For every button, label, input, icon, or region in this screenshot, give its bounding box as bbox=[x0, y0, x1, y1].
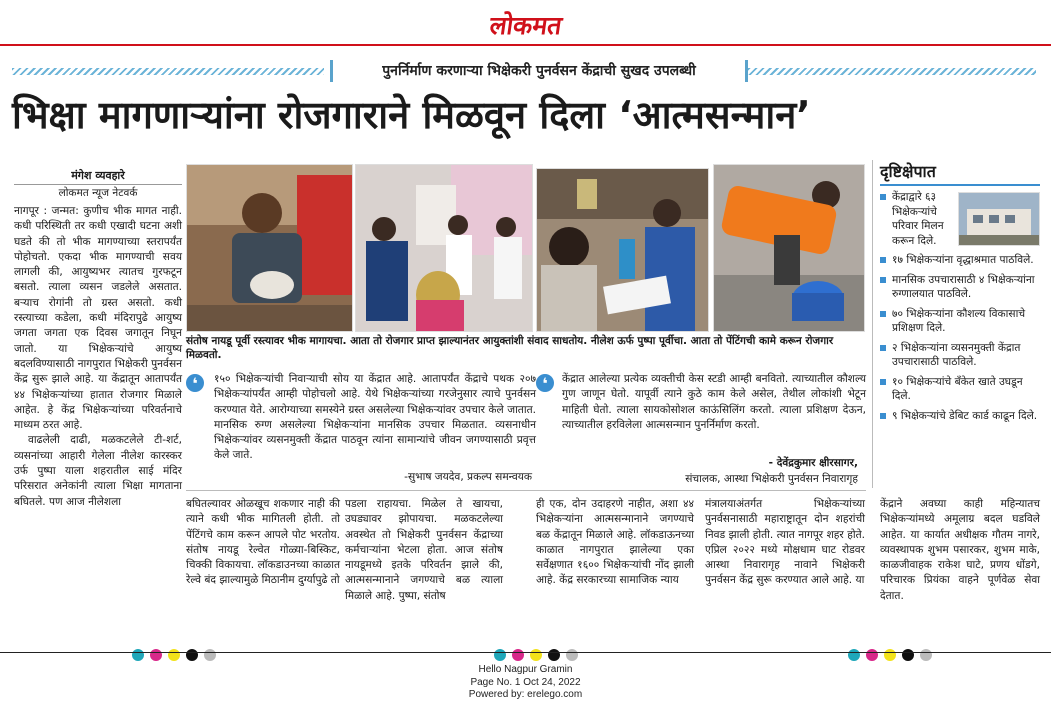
sidebar-item: १७ भिक्षेकऱ्यांना वृद्धाश्रमात पाठविले. bbox=[880, 253, 1040, 268]
article-intro: नागपूर : जन्मत: कुणीच भीक मागत नाही. कधी परिस्थिती तर कधी एखादी घटना अशी घडते की तो भीक मागण्याच्या स्तरापर्यंत पोहोचतो. एकदा भीक मागण्याची सवय लागली की, आयुष्यभर त्यातच गुरफटून बसतो. त्याला व्यसन जडलेले असतात. बऱ्याच रोगांनी तो ग्रस्त असतो. कधी रस्त्याच्या कडेला, कधी मंदिरापुढे आयुष्य जगता जगता एक दिवस जगातून निघून जातो. या भिक्षेकऱ्यांचे आयुष्य बदलविण्यासाठी नागपुरात भिक्षेकरी पुनर्वसन केंद्र सुरू झाले आहे. या केंद्रातून आतापर्यंत ४४ भिक्षेकऱ्यांच्या हातात रोजगार मिळाले आहेत. हे केंद्र भिक्षेकऱ्यांच्या परिवर्तनाचे माध्यम ठरत आहे. bbox=[14, 205, 182, 432]
footer bbox=[0, 664, 1051, 702]
page-bottom-rule bbox=[0, 652, 1051, 653]
sidebar-item: १० भिक्षेकऱ्यांचे बँकेत खाते उघडून दिले. bbox=[880, 375, 1040, 404]
sidebar-item: केंद्राद्वारे ६३ भिक्षेकऱ्यांचे परिवार मिलन करून दिले. bbox=[880, 190, 958, 248]
article-column-6: केंद्राने अवघ्या काही महिन्यातच भिक्षेकऱ्यांमध्ये अमूलाग्र बदल घडविले आहेत. या कार्यात अधीक्षक गौतम नागरे, व्यवस्थापक शुभम पसारकर, शुभम माके, काळजीवाहक राकेश घाटे, प्रणय धोंडगे, परिचारक प्रियंका वाहने पूर्णवेळ सेवा देतात. bbox=[880, 498, 1040, 602]
quote-2-signature: - देवेंद्रकुमार क्षीरसागर, bbox=[768, 457, 858, 469]
article-column-2: बघितल्यावर ओळखूच शकणार नाही की त्याने कधी भीक मागितली होती. तो पेंटिंगचे काम करून आपले पोट भरतोय. संतोष नायडू रेल्वेत गोळ्या-बिस्किट, चिक्की विकायचा. लॉकडाउनच्या काळात रेल्वे बंद झाल्यामुळे मिठानीम दुर्ग्यापुढे तो bbox=[186, 498, 340, 587]
article-column-5: मंत्रालयाअंतर्गत भिक्षेकऱ्यांच्या पुनर्वसनासाठी महाराष्ट्रातून दोन शहरांची निवड झाली होती. त्यात नागपूर शहर होते. एप्रिल २०२२ मध्ये मोक्षधाम घाट रोडवर आस्था निवारागृह नावाने भिक्षेकरी पुनर्वसन केंद्र सुरू करण्यात आले आहे. या bbox=[705, 498, 865, 587]
article-column-1 bbox=[14, 204, 182, 510]
photo-commissioner-meeting bbox=[355, 164, 533, 332]
sidebar-item: ७० भिक्षेकऱ्यांना कौशल्य विकासाचे प्रशिक्षण दिले. bbox=[880, 307, 1040, 336]
quote-2-text: केंद्रात आलेल्या प्रत्येक व्यक्तीची केस स्टडी आम्ही बनवितो. त्याच्यातील कौशल्य गुण जाणून घेतो. यापूर्वी त्याने कुठे काम केले असेल, तेथील लोकांशी भेटून माहिती घेतो. त्याला सायकोसोशल काऊंसिलिंग करतो. त्याला प्रशिक्षण देऊन, त्याच्यातील हरविलेला आत्मसन्मान पुनर्निर्माण करतो. bbox=[562, 373, 866, 431]
lokmat-logo: लोकमत bbox=[487, 11, 564, 40]
photo-nilesh-painting bbox=[713, 164, 865, 332]
byline-agency: लोकमत न्यूज नेटवर्क bbox=[14, 184, 182, 200]
footer-page-date: Page No. 1 Oct 24, 2022 bbox=[470, 676, 581, 688]
quote-1-text: १५० भिक्षेकऱ्यांची निवाऱ्याची सोय या केंद्रात आहे. आतापर्यंत केंद्राचे पथक २०७ भिक्षेकऱ्यांपर्यंत आम्ही पोहोचलो आहे. येथे भिक्षेकऱ्यांच्या गरजेनुसार त्याचे पुनर्वसन करण्यात येते. आरोग्याच्या समस्येने ग्रस्त असलेल्या भिक्षेकऱ्यांवर उपचार केले जातात. मानसिक रुग्ण असलेल्या भिक्षेकऱ्यांना मानसिक उपचार मिळतात. व्यसनाधीन भिक्षेकऱ्यांवर व्यसनमुक्ती केंद्रात पाठवून त्यांना सामान्यांचे जीवन जगण्यासाठी प्रवृत्त केले जाते. bbox=[214, 373, 536, 462]
headline: भिक्षा मागणाऱ्यांना रोजगाराने मिळवून दिला ‘आत्मसन्मान’ bbox=[12, 93, 811, 137]
kicker-row bbox=[12, 60, 1036, 82]
footer-powered-by: Powered by: erelego.com bbox=[468, 689, 583, 700]
article-para-2: वाढलेली दाढी, मळकटलेले टी-शर्ट, व्यसनांच्या आहारी गेलेला नीलेश कारस्कर उर्फ पुष्पा याला शहरातील साई मंदिर परिसरात अनेकांनी त्याला भिक्षा मागताना बघितले. पण आज नीलेशला bbox=[14, 434, 182, 508]
byline-author: मंगेश व्यवहारे bbox=[71, 169, 125, 182]
photo-santosh-begging bbox=[186, 164, 353, 332]
photo-shelter-building bbox=[958, 192, 1040, 246]
kicker-hatch-left bbox=[12, 68, 324, 75]
quote-icon: ❛ bbox=[186, 374, 204, 392]
kicker: पुनर्निर्माण करणाऱ्या भिक्षेकरी पुनर्वसन केंद्राची सुखद उपलब्धी bbox=[330, 60, 748, 82]
quote-1-signature: -सुभाष जयदेव, प्रकल्प समन्वयक bbox=[404, 471, 532, 483]
photo-caption: संतोष नायडू पूर्वी रस्त्यावर भीक मागायचा. आता तो रोजगार प्राप्त झाल्यानंतर आयुक्तांशी संवाद साधतोय. नीलेश ऊर्फ पुष्पा पूर्वीचा. आता तो पेंटिंगची कामे करून रोजगार मिळवतो. bbox=[186, 335, 834, 361]
sidebar-item: २ भिक्षेकऱ्यांना व्यसनमुक्ती केंद्रात उपचारासाठी पाठविले. bbox=[880, 341, 1040, 370]
sidebar-item: मानसिक उपचारासाठी ४ भिक्षेकऱ्यांना रुग्णालयात पाठविले. bbox=[880, 273, 1040, 302]
article-column-3: पडला राहायचा. मिळेल ते खायचा, उघड्यावर झोपायचा. मळकटलेल्या अवस्थेत तो भिक्षेकरी पुनर्वसन केंद्राच्या कर्मचाऱ्यांना भेटला होता. आज संतोष नायडूमध्ये इतके परिवर्तन झाले की, आत्मसन्मानाने जगण्याचे बळ त्याला मिळाले आहे. पुष्पा, संतोष bbox=[345, 498, 503, 602]
kicker-hatch-right bbox=[748, 68, 1036, 75]
quote-box-1 bbox=[186, 368, 536, 486]
photo-nilesh-before bbox=[536, 168, 709, 332]
sidebar-divider bbox=[872, 160, 873, 488]
divider bbox=[186, 490, 866, 491]
quote-2-signature-title: संचालक, आस्था भिक्षेकरी पुनर्वसन निवारागृह bbox=[685, 473, 858, 485]
masthead bbox=[0, 8, 1051, 42]
quote-box-2 bbox=[536, 368, 866, 486]
footer-edition: Hello Nagpur Gramin bbox=[478, 664, 573, 675]
masthead-rule bbox=[0, 44, 1051, 46]
sidebar-title: दृष्टिक्षेपात bbox=[880, 160, 1040, 186]
article-column-4: ही एक, दोन उदाहरणे नाहीत, अशा ४४ भिक्षेकऱ्यांना आत्मसन्मानाने जगण्याचे बळ केंद्रातून मिळाले आहे. लॉकडाऊनच्या काळात नागपुरात झालेल्या एका सर्वेक्षणात १६०० भिक्षेकऱ्यांची नोंद झाली आहे. केंद्र सरकारच्या सामाजिक न्याय bbox=[536, 498, 694, 587]
quote-icon: ❛ bbox=[536, 374, 554, 392]
sidebar-item: ९ भिक्षेकऱ्यांचे डेबिट कार्ड काढून दिले. bbox=[880, 409, 1040, 424]
